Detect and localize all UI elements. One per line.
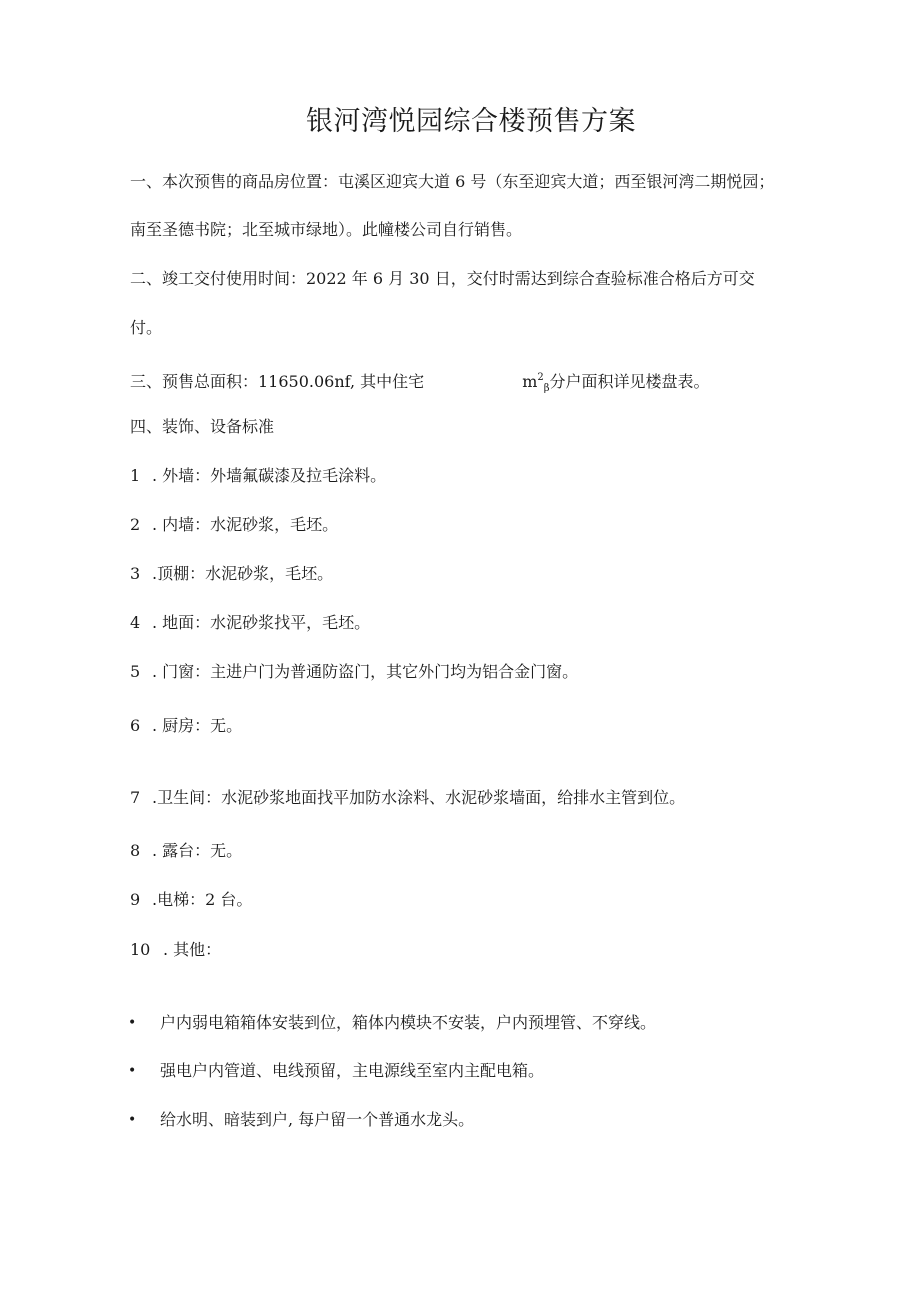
section-1-line-2: 南至圣德书院；北至城市绿地）。此幢楼公司自行销售。: [130, 220, 523, 239]
bullet-mark: •: [128, 1015, 137, 1031]
area-unit-superscript: 2: [537, 372, 544, 383]
section-2-line-2: 付。: [130, 318, 163, 337]
item-number: 3: [130, 564, 141, 583]
bullet-mark: •: [128, 1063, 137, 1079]
bullet-item-weak-current: 户内弱电箱箱体安装到位，箱体内模块不安装，户内预埋管、不穿线。: [160, 1013, 657, 1032]
item-number: 2: [130, 515, 141, 534]
section-3-presale-area: [130, 367, 710, 400]
item-text: . 厨房：无。: [152, 716, 243, 735]
item-text: . 外墙：外墙氟碳漆及拉毛涂料。: [152, 466, 387, 485]
item-1: [130, 465, 386, 487]
area-unit: m: [522, 372, 538, 391]
item-2: [130, 514, 338, 536]
section-4-heading: 四、装饰、设备标准: [130, 417, 275, 436]
section-2-line-1: 二、竣工交付使用时间：2022 年 6 月 30 日，交付时需达到综合查验标准合格后方可交: [130, 269, 755, 288]
section-1-line-1: 一、本次预售的商品房位置：屯溪区迎宾大道 6 号（东至迎宾大道；西至银河湾二期悦园；: [130, 172, 775, 191]
item-text: .卫生间：水泥砂浆地面找平加防水涂料、水泥砂浆墙面，给排水主管到位。: [152, 788, 686, 807]
item-number: 1: [130, 466, 141, 485]
item-number: 9: [130, 890, 141, 909]
item-5: [130, 661, 578, 683]
item-text: .顶棚：水泥砂浆，毛坯。: [152, 564, 334, 583]
item-7: [130, 787, 685, 809]
item-3: [130, 563, 333, 585]
item-number: 5: [130, 662, 141, 681]
document-title: 银河湾悦园综合楼预售方案: [306, 106, 636, 137]
item-text: . 内墙：水泥砂浆，毛坯。: [152, 515, 339, 534]
item-text: . 门窗：主进户门为普通防盗门，其它外门均为铝合金门窗。: [152, 662, 579, 681]
item-number: 4: [130, 613, 141, 632]
item-9: [130, 889, 252, 911]
section-3-suffix: 分户面积详见楼盘表。: [549, 372, 710, 391]
item-text: . 地面：水泥砂浆找平，毛坯。: [152, 613, 371, 632]
item-text: .电梯：2 台。: [152, 890, 253, 909]
item-8: [130, 840, 242, 862]
item-text: . 其他：: [163, 940, 222, 959]
item-10: [130, 939, 221, 961]
bullet-item-strong-current: 强电户内管道、电线预留，主电源线至室内主配电箱。: [160, 1061, 545, 1080]
item-6: [130, 715, 242, 737]
item-number: 7: [130, 788, 141, 807]
area-unit-subscript: β: [543, 383, 550, 394]
bullet-item-water-supply: 给水明、暗装到户, 每户留一个普通水龙头。: [160, 1110, 475, 1129]
item-4: [130, 612, 370, 634]
section-3-prefix: 三、预售总面积：11650.06nf, 其中住宅: [130, 372, 425, 391]
bullet-mark: •: [128, 1112, 137, 1128]
item-number: 10: [130, 940, 151, 959]
item-number: 8: [130, 841, 141, 860]
item-number: 6: [130, 716, 141, 735]
item-text: . 露台：无。: [152, 841, 243, 860]
